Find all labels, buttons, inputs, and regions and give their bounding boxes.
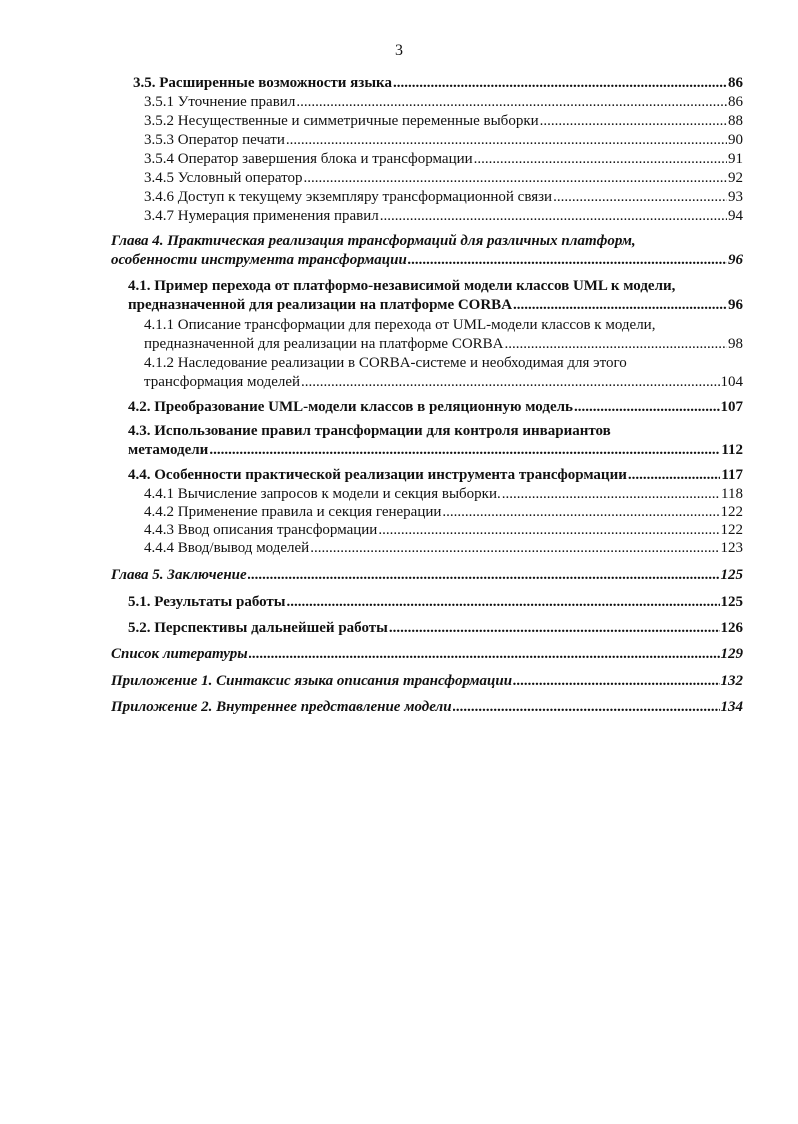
toc-entry-title: Приложение 1. Синтаксис языка описания трансформации	[111, 673, 513, 689]
toc-entry-title: 3.5.3 Оператор печати	[144, 132, 285, 148]
toc-entry-page: 94	[728, 208, 743, 224]
toc-entry-page: 129	[720, 646, 743, 662]
toc-entry-4-4-2[interactable]	[144, 503, 743, 522]
dot-leader	[442, 503, 719, 522]
dot-leader	[553, 188, 727, 207]
dot-leader	[301, 373, 719, 392]
toc-entry-title: 5.2. Перспективы дальнейшей работы	[128, 620, 388, 636]
toc-entry-3-5-1[interactable]	[144, 93, 743, 112]
toc-entry-page: 118	[721, 486, 743, 502]
toc-entry-title: 4.1.1 Описание трансформации для перехода от UML-модели классов к модели,	[144, 317, 656, 333]
dot-leader	[209, 441, 720, 460]
toc-entry-4-4-4[interactable]	[144, 539, 743, 558]
toc-entry-3-4-7[interactable]	[144, 207, 743, 226]
dot-leader	[574, 398, 720, 417]
dot-leader	[628, 466, 720, 485]
toc-entry-4-1-1-line1[interactable]	[144, 316, 743, 335]
dot-leader	[286, 131, 727, 150]
toc-entry-3-5-3[interactable]	[144, 131, 743, 150]
toc-entry-title: 3.5. Расширенные возможности языка	[133, 75, 392, 91]
toc-entry-page: 122	[720, 504, 743, 520]
toc-entry-4-1[interactable]	[128, 296, 743, 315]
toc-entry-3-4-5[interactable]	[144, 169, 743, 188]
toc-entry-page: 112	[721, 442, 743, 458]
dot-leader	[287, 593, 720, 612]
toc-entry-4-1-1[interactable]	[144, 335, 743, 354]
toc-entry-4-2[interactable]	[128, 398, 743, 417]
dot-leader	[248, 566, 720, 585]
dot-leader	[393, 74, 727, 93]
toc-entry-4-3-line1[interactable]	[128, 422, 743, 441]
dot-leader	[310, 539, 719, 558]
toc-entry-5-2[interactable]	[128, 619, 743, 638]
toc-entry-title: предназначенной для реализации на платформе CORBA	[144, 336, 504, 352]
toc-entry-title: 4.3. Использование правил трансформации для контроля инвариантов	[128, 423, 611, 439]
dot-leader	[296, 93, 727, 112]
toc-entry-title: 4.2. Преобразование UML-модели классов в реляционную модель	[128, 399, 573, 415]
dot-leader	[474, 150, 727, 169]
toc-entry-3-5-4[interactable]	[144, 150, 743, 169]
toc-entry-page: 90	[728, 132, 743, 148]
toc-entry-title: 3.5.1 Уточнение правил	[144, 94, 296, 110]
toc-entry-title: 4.1.2 Наследование реализации в CORBA-системе и необходимая для этого	[144, 355, 627, 371]
toc-entry-5-1[interactable]	[128, 593, 743, 612]
toc-entry-page: 96	[728, 252, 743, 268]
toc-entry-title: Приложение 2. Внутреннее представление модели	[111, 699, 452, 715]
toc-entry-title: 3.5.4 Оператор завершения блока и трансформации	[144, 151, 473, 167]
toc-entry-title: особенности инструмента трансформации	[111, 252, 407, 268]
toc-entry-page: 123	[720, 540, 743, 556]
toc-entry-title: 3.4.6 Доступ к текущему экземпляру трансформационной связи	[144, 189, 553, 205]
toc-entry-title: Глава 4. Практическая реализация трансформаций для различных платформ,	[111, 233, 636, 249]
toc-entry-page: 107	[720, 399, 743, 415]
toc-chapter-5[interactable]	[111, 566, 743, 585]
dot-leader	[513, 296, 727, 315]
toc-entry-title: 4.4.2 Применение правила и секция генерации	[144, 504, 442, 520]
toc-entry-page: 93	[728, 189, 743, 205]
toc-chapter-4-line1[interactable]	[111, 232, 743, 251]
toc-chapter-4[interactable]	[111, 251, 743, 270]
toc-entry-title: 4.4.1 Вычисление запросов к модели и секция выборки.	[144, 486, 501, 502]
dot-leader	[453, 698, 720, 717]
toc-entry-title: метамодели	[128, 442, 209, 458]
dot-leader	[408, 251, 727, 270]
dot-leader	[249, 645, 720, 664]
toc-entry-page: 117	[721, 467, 743, 483]
toc-entry-page: 122	[720, 522, 743, 538]
toc-entry-title: 4.1. Пример перехода от платформо-независимой модели классов UML к модели,	[128, 278, 676, 294]
dot-leader	[505, 335, 727, 354]
dot-leader	[304, 169, 728, 188]
dot-leader	[380, 207, 727, 226]
toc-entry-title: 3.5.2 Несущественные и симметричные переменные выборки	[144, 113, 539, 129]
toc-appendix-1[interactable]	[111, 672, 743, 691]
toc-entry-4-4[interactable]	[128, 466, 743, 485]
toc-entry-title: Список литературы	[111, 646, 248, 662]
toc-references[interactable]	[111, 645, 743, 664]
toc-entry-title: 3.4.7 Нумерация применения правил	[144, 208, 379, 224]
toc-entry-page: 125	[720, 567, 743, 583]
toc-entry-title: 3.4.5 Условный оператор	[144, 170, 303, 186]
dot-leader	[378, 521, 719, 540]
toc-entry-page: 86	[728, 94, 743, 110]
toc-entry-title: 4.4.4 Ввод/вывод моделей	[144, 540, 310, 556]
toc-entry-4-3[interactable]	[128, 441, 743, 460]
toc-entry-title: 5.1. Результаты работы	[128, 594, 286, 610]
toc-entry-4-4-1[interactable]	[144, 485, 743, 504]
toc-entry-4-4-3[interactable]	[144, 521, 743, 540]
toc-entry-3-5[interactable]	[133, 74, 743, 93]
dot-leader	[502, 485, 720, 504]
toc-entry-title: трансформация моделей	[144, 374, 301, 390]
toc-entry-page: 126	[720, 620, 743, 636]
toc-entry-page: 134	[720, 699, 743, 715]
toc-entry-title: 4.4. Особенности практической реализации инструмента трансформации	[128, 467, 627, 483]
page-number: 3	[395, 42, 403, 59]
toc-entry-title: предназначенной для реализации на платформе CORBA	[128, 297, 513, 313]
toc-entry-4-1-line1[interactable]	[128, 277, 743, 296]
toc-appendix-2[interactable]	[111, 698, 743, 717]
dot-leader	[540, 112, 727, 131]
toc-entry-page: 86	[728, 75, 743, 91]
dot-leader	[389, 619, 720, 638]
toc-entry-page: 91	[728, 151, 743, 167]
toc-entry-page: 98	[728, 336, 743, 352]
toc-entry-page: 92	[728, 170, 743, 186]
toc-entry-page: 125	[720, 594, 743, 610]
toc-entry-3-4-6[interactable]	[144, 188, 743, 207]
toc-entry-page: 88	[728, 113, 743, 129]
toc-entry-title: 4.4.3 Ввод описания трансформации	[144, 522, 378, 538]
dot-leader	[513, 672, 719, 691]
toc-entry-4-1-2-line1[interactable]	[144, 354, 743, 373]
toc-entry-page: 96	[728, 297, 743, 313]
toc-entry-page: 104	[720, 374, 743, 390]
toc-entry-4-1-2[interactable]	[144, 373, 743, 392]
toc-entry-page: 132	[720, 673, 743, 689]
toc-entry-title: Глава 5. Заключение	[111, 567, 247, 583]
toc-entry-3-5-2[interactable]	[144, 112, 743, 131]
